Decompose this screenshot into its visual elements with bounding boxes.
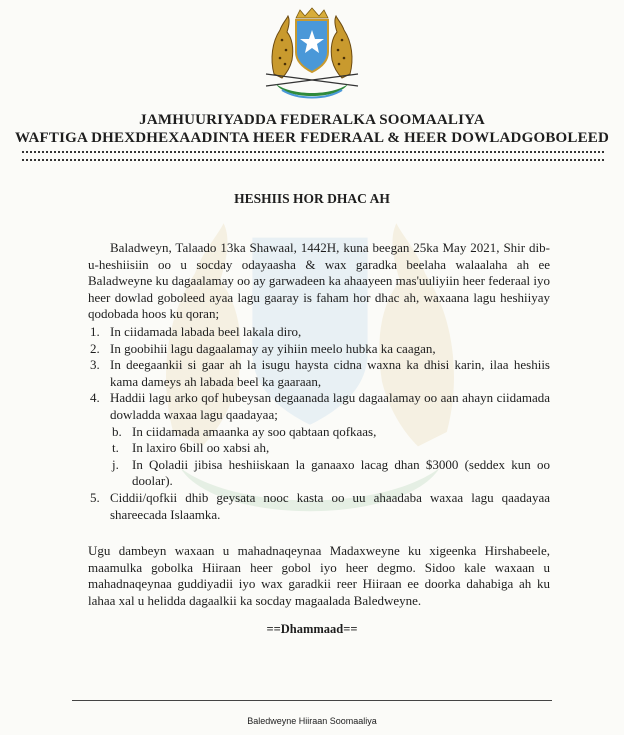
list-item: 1. In ciidamada labada beel lakala diro, [90, 324, 302, 339]
leopard-left-icon [272, 16, 293, 78]
coat-of-arms-emblem [252, 4, 372, 104]
sub-list [88, 424, 550, 490]
leopard-right-icon [331, 16, 352, 78]
header-republic: JAMHUURIYADDA FEDERALKA SOOMAALIYA [139, 112, 485, 128]
footer-rule [72, 700, 552, 701]
document-title: HESHIIS HOR DHAC AH [234, 191, 390, 206]
sub-list-item: t. In laxiro 6bill oo xabsi ah, [112, 440, 270, 456]
end-marker: ==Dhammaad== [266, 622, 358, 636]
intro-paragraph: Baladweyn, Talaado 13ka Shawaal, 1442H, kuna beegan 25ka May 2021, Shir dib-u-heshiisiin oo u socday odayaasha & wax garadka beelaha walaalaha ah ee Baladweyne ku dagaalamay oo ay garwadeen ka ahaayeen mas'uuliyiin heer federaal iyo heer dowlad goboleed ayaa lagu gaaray is faham hor dhac ah, waxaana lagu heshiiyay qodobada hoos ku qoran; [88, 240, 550, 322]
header-delegation: WAFTIGA DHEXDHEXAADINTA HEER FEDERAAL & HEER DOWLADGOBOLEED [14, 130, 610, 146]
shield-star-icon [296, 20, 328, 72]
ribbon-icon [276, 84, 348, 98]
agreement-list [88, 324, 550, 523]
footer-address: Baledweyne Hiiraan Soomaaliya [247, 716, 377, 726]
crown-icon [296, 8, 328, 18]
header-divider [22, 151, 604, 161]
sub-list-item: b. In ciidamada amaanka ay soo qabtaan qofkaas, [112, 423, 377, 439]
list-item: 2. In goobihii lagu dagaalamay ay yihiin meelo hubka ka caagan, [90, 340, 436, 356]
list-item: 3. In deegaankii si gaar ah la isugu haysta cidna waxna ka dhisi karin, ilaa heshiis kama dameys ah labada beel ka gaaraan, [90, 357, 550, 389]
list-item: 5. Ciddii/qofkii dhib geysata nooc kasta oo uu ahaadaba waxaa lagu qaadayaa shareecada Islaamka. [90, 489, 550, 522]
sub-list-item: j. In Qoladii jibisa heshiiskaan la ganaaxo lacag dhan $3000 (seddex kun oo doolar). [112, 456, 550, 489]
closing-paragraph: Ugu dambeyn waxaan u mahadnaqeynaa Madaxweyne ku xigeenka Hirshabeele, maamulka gobolka Hiiraan heer gobol iyo heer degmo. Sidoo kale waxaan u mahadnaqeynaa guddiyadii iyo wax garadkii reer Hiiraan ee doorka dahabiga ah ku lahaa xal u helidda dagaalkii ka socday magaalada Baledweyne. [88, 543, 550, 608]
list-item: 4. Haddii lagu arko qof hubeysan degaanada lagu dagaalamay oo aan ahayn ciidamada dowladda waxaa lagu qaadayaa; [90, 390, 550, 422]
